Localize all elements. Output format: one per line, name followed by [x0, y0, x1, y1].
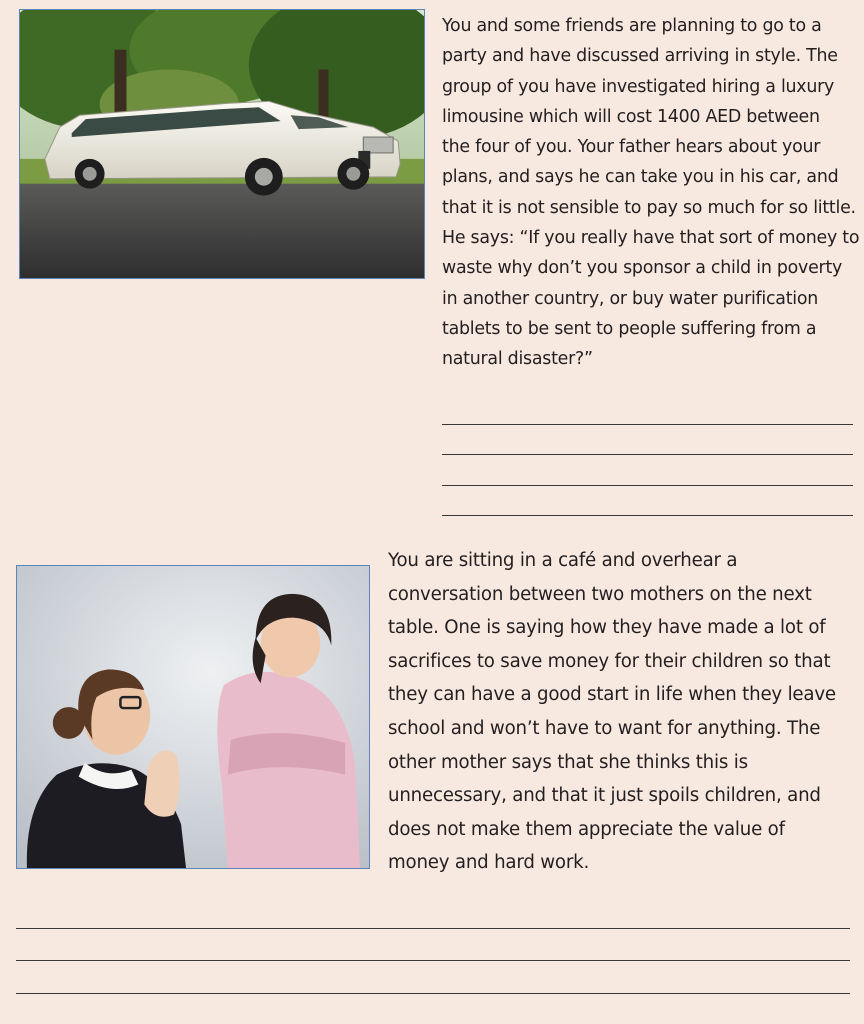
mother-child-photo	[16, 565, 370, 869]
text-line: other mother says that she thinks this is	[388, 751, 748, 773]
text-line: plans, and says he can take you in his car, and	[442, 167, 839, 188]
text-line: waste why don’t you sponsor a child in poverty	[442, 258, 843, 279]
answer-line[interactable]	[16, 928, 850, 929]
answer-line[interactable]	[16, 993, 850, 994]
text-line: natural disaster?”	[442, 349, 593, 370]
text-line: tablets to be sent to people suffering from a	[442, 318, 817, 339]
text-line: You and some friends are planning to go to a	[442, 16, 822, 36]
text-line: unnecessary, and that it just spoils children, and	[388, 785, 821, 807]
limousine-image	[20, 10, 424, 278]
answer-line[interactable]	[442, 485, 853, 486]
answer-line[interactable]	[442, 515, 853, 516]
text-line: You are sitting in a café and overhear a	[388, 550, 738, 571]
text-line: they can have a good start in life when they leave	[388, 684, 836, 706]
limousine-photo	[19, 9, 425, 279]
text-line: the four of you. Your father hears about your	[442, 137, 821, 158]
text-line: group of you have investigated hiring a luxury	[442, 76, 835, 97]
text-line: conversation between two mothers on the next	[388, 583, 812, 605]
answer-line[interactable]	[442, 424, 853, 425]
text-line: money and hard work.	[388, 852, 590, 874]
text-line: that it is not sensible to pay so much for so little.	[442, 197, 856, 218]
text-line: table. One is saying how they have made a lot of	[388, 617, 826, 639]
text-line: in another country, or buy water purification	[442, 288, 819, 309]
text-line: He says: “If you really have that sort of money to	[442, 228, 860, 249]
answer-line[interactable]	[16, 960, 850, 961]
scenario-2-text	[388, 544, 836, 880]
text-line: party and have discussed arriving in style. The	[442, 46, 838, 67]
mother-child-image	[17, 566, 369, 868]
scenario-1-text	[442, 11, 859, 375]
text-line: limousine which will cost 1400 AED between	[442, 106, 820, 127]
text-line: school and won’t have to want for anything. The	[388, 717, 821, 739]
text-line: does not make them appreciate the value of	[388, 818, 785, 840]
answer-line[interactable]	[442, 454, 853, 455]
text-line: sacrifices to save money for their children so that	[388, 650, 831, 672]
